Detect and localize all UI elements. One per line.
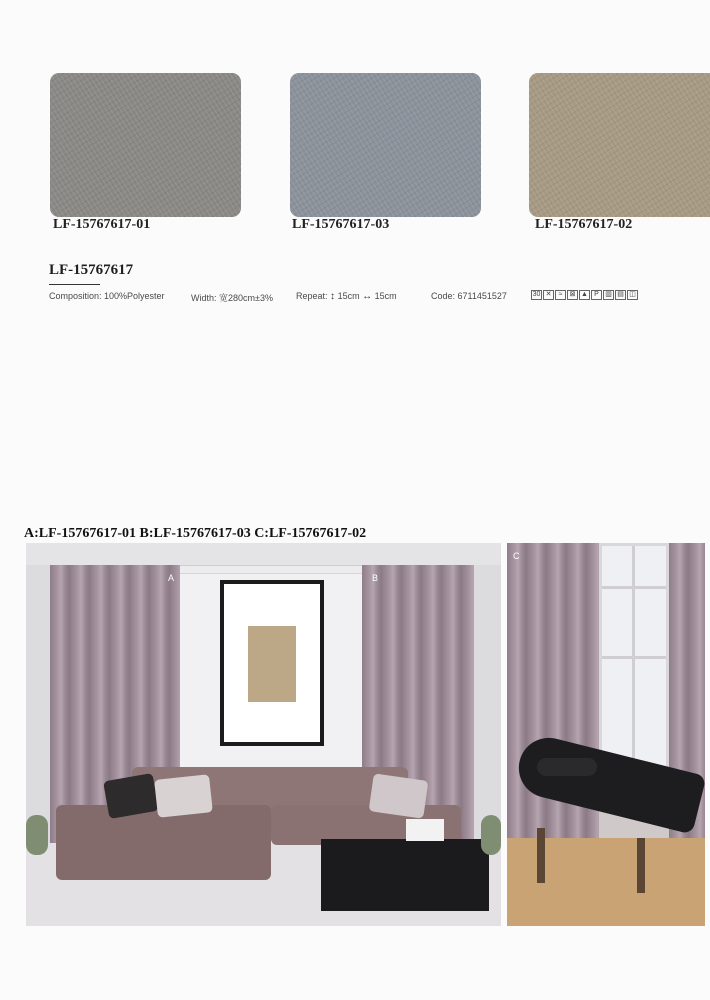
- coffee-table: [321, 839, 489, 911]
- no-wring-icon: ≈: [555, 290, 566, 300]
- cushion-light: [154, 774, 213, 818]
- repeat-label: Repeat:: [296, 291, 328, 301]
- product-title: LF-15767617: [49, 262, 134, 278]
- chair-leg: [537, 828, 545, 883]
- artwork-stone: [248, 626, 296, 702]
- lounge-photo: [507, 543, 705, 926]
- title-underline: [49, 284, 100, 285]
- horizontal-arrow-icon: ↔: [362, 291, 373, 302]
- dry-clean-p-icon: P: [591, 290, 602, 300]
- framed-artwork: [220, 580, 324, 746]
- line-dry-icon: ◫: [627, 290, 638, 300]
- living-room-photo: [26, 543, 501, 926]
- combination-heading: A:LF-15767617-01 B:LF-15767617-03 C:LF-15767617-02: [24, 526, 367, 541]
- vertical-arrow-icon: ↕: [330, 291, 336, 302]
- repeat-horizontal: 15cm: [374, 291, 397, 301]
- plant-right: [481, 815, 501, 855]
- care-icons: [531, 290, 638, 300]
- scene-tag-c: C: [513, 551, 520, 561]
- no-tumble-dry-icon: ⊠: [567, 290, 578, 300]
- swatch-label-03: LF-15767617-03: [292, 217, 390, 232]
- width-spec: Width: 宽280cm±3%: [191, 293, 273, 303]
- dry-flat-icon: ▤: [615, 290, 626, 300]
- repeat-vertical: 15cm: [337, 291, 360, 301]
- wash-30-icon: 30: [532, 291, 541, 298]
- swatch-label-02: LF-15767617-02: [535, 217, 633, 232]
- fabric-swatch-01: [50, 73, 241, 217]
- chair-leg: [637, 838, 645, 893]
- iron-low-icon: ▲: [579, 290, 590, 300]
- plant-left: [26, 815, 48, 855]
- ceiling-molding: [26, 543, 501, 566]
- no-bleach-icon: ✕: [543, 290, 554, 300]
- scene-tag-b: B: [372, 573, 379, 583]
- composition-spec: Composition: 100%Polyester: [49, 291, 165, 301]
- headrest: [537, 758, 597, 776]
- scene-tag-a: A: [168, 573, 175, 583]
- hang-dry-icon: ▥: [603, 290, 614, 300]
- fabric-swatch-03: [290, 73, 481, 217]
- cushion-right: [369, 773, 429, 818]
- fabric-swatch-02: [529, 73, 710, 217]
- books: [406, 819, 444, 841]
- code-spec: Code: 6711451527: [431, 291, 507, 301]
- swatch-label-01: LF-15767617-01: [53, 217, 151, 232]
- repeat-spec: [296, 291, 397, 302]
